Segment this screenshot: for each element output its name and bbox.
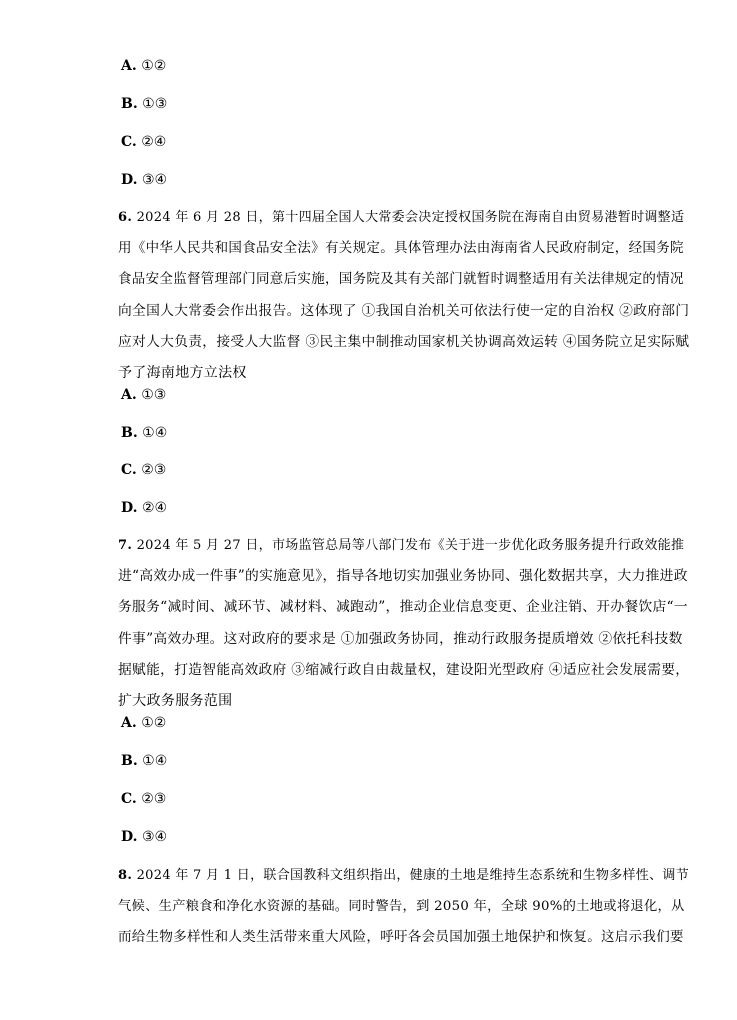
option-letter: C. bbox=[121, 134, 137, 150]
question-number: 6. bbox=[118, 210, 133, 225]
q6-option-b[interactable] bbox=[121, 424, 167, 442]
option-text: ①③ bbox=[141, 387, 167, 403]
question-line: 用《中华人民共和国食品安全法》有关规定。具体管理办法由海南省人民政府制定，经国务院 bbox=[118, 240, 684, 257]
question-line: 7. 2024 年 5 月 27 日，市场监管总局等八部门发布《关于进一步优化政务服务提升行政效能推 bbox=[118, 538, 685, 553]
option-letter: A. bbox=[121, 387, 137, 403]
option-text: ②③ bbox=[141, 462, 167, 478]
question-line: 8. 2024 年 7 月 1 日，联合国教科文组织指出，健康的土地是维持生态系统和生物多样性、调节 bbox=[118, 868, 689, 883]
option-letter: D. bbox=[121, 500, 138, 516]
question-6 bbox=[118, 202, 688, 389]
option-letter: A. bbox=[121, 58, 137, 74]
option-text: ①② bbox=[141, 58, 167, 74]
question-line: 气候、生产粮食和净化水资源的基础。同时警告，到 2050 年，全球 90%的土地或将退化，从 bbox=[118, 899, 685, 915]
question-line: 予了海南地方立法权 bbox=[118, 365, 247, 382]
q7-option-a[interactable] bbox=[121, 714, 166, 732]
q7-option-c[interactable] bbox=[121, 790, 166, 808]
option-letter: B. bbox=[121, 753, 138, 769]
question-line: 向全国人大常委会作出报告。这体现了 ①我国自治机关可依法行使一定的自治权 ②政府部门 bbox=[118, 302, 690, 319]
question-line: 6. 2024 年 6 月 28 日，第十四届全国人大常委会决定授权国务院在海南自由贸易港暂时调整适 bbox=[118, 210, 685, 225]
question-line: 应对人大负责，接受人大监督 ③民主集中制推动国家机关协调高效运转 ④国务院立足实际赋 bbox=[118, 333, 690, 350]
q7-option-b[interactable] bbox=[121, 752, 167, 770]
question-8 bbox=[118, 860, 688, 954]
q5-option-a[interactable] bbox=[121, 57, 166, 75]
q6-option-a[interactable] bbox=[121, 386, 166, 404]
question-line: 食品安全监督管理部门同意后实施，国务院及其有关部门就暂时调整适用有关法律规定的情况 bbox=[118, 271, 684, 288]
option-letter: D. bbox=[121, 829, 138, 845]
question-line: 件事”高效办理。这对政府的要求是 ①加强政务协同，推动行政服务提质增效 ②依托科技数 bbox=[118, 630, 683, 647]
option-text: ①③ bbox=[142, 96, 168, 112]
option-letter: C. bbox=[121, 791, 137, 807]
option-text: ①④ bbox=[142, 753, 168, 769]
question-line: 据赋能，打造智能高效政府 ③缩减行政自由裁量权，建设阳光型政府 ④适应社会发展需要， bbox=[118, 661, 690, 678]
option-text: ②④ bbox=[141, 134, 167, 150]
option-letter: B. bbox=[121, 425, 138, 441]
question-number: 7. bbox=[118, 538, 133, 553]
q7-option-d[interactable] bbox=[121, 828, 167, 846]
question-line: 而给生物多样性和人类生活带来重大风险，呼吁各会员国加强土地保护和恢复。这启示我们要 bbox=[118, 929, 684, 946]
option-text: ②④ bbox=[141, 500, 168, 516]
option-text: ②③ bbox=[141, 791, 167, 807]
question-line: 务服务“减时间、减环节、减材料、减跑动”，推动企业信息变更、企业注销、开办餐饮店“一 bbox=[118, 599, 688, 616]
question-7 bbox=[118, 530, 688, 717]
q5-option-d[interactable] bbox=[121, 171, 167, 189]
question-line: 扩大政务服务范围 bbox=[118, 693, 233, 710]
q5-option-c[interactable] bbox=[121, 133, 166, 151]
q5-option-b[interactable] bbox=[121, 95, 167, 113]
option-text: ①② bbox=[141, 715, 167, 731]
option-letter: B. bbox=[121, 96, 138, 112]
option-letter: D. bbox=[121, 172, 138, 188]
option-text: ③④ bbox=[141, 172, 168, 188]
option-letter: A. bbox=[121, 715, 137, 731]
q6-option-d[interactable] bbox=[121, 499, 167, 517]
question-line: 进“高效办成一件事”的实施意见》，指导各地切实加强业务协同、强化数据共享，大力推进政 bbox=[118, 568, 688, 585]
option-text: ③④ bbox=[141, 829, 168, 845]
option-letter: C. bbox=[121, 462, 137, 478]
q6-option-c[interactable] bbox=[121, 461, 166, 479]
question-number: 8. bbox=[118, 868, 133, 883]
option-text: ①④ bbox=[142, 425, 168, 441]
